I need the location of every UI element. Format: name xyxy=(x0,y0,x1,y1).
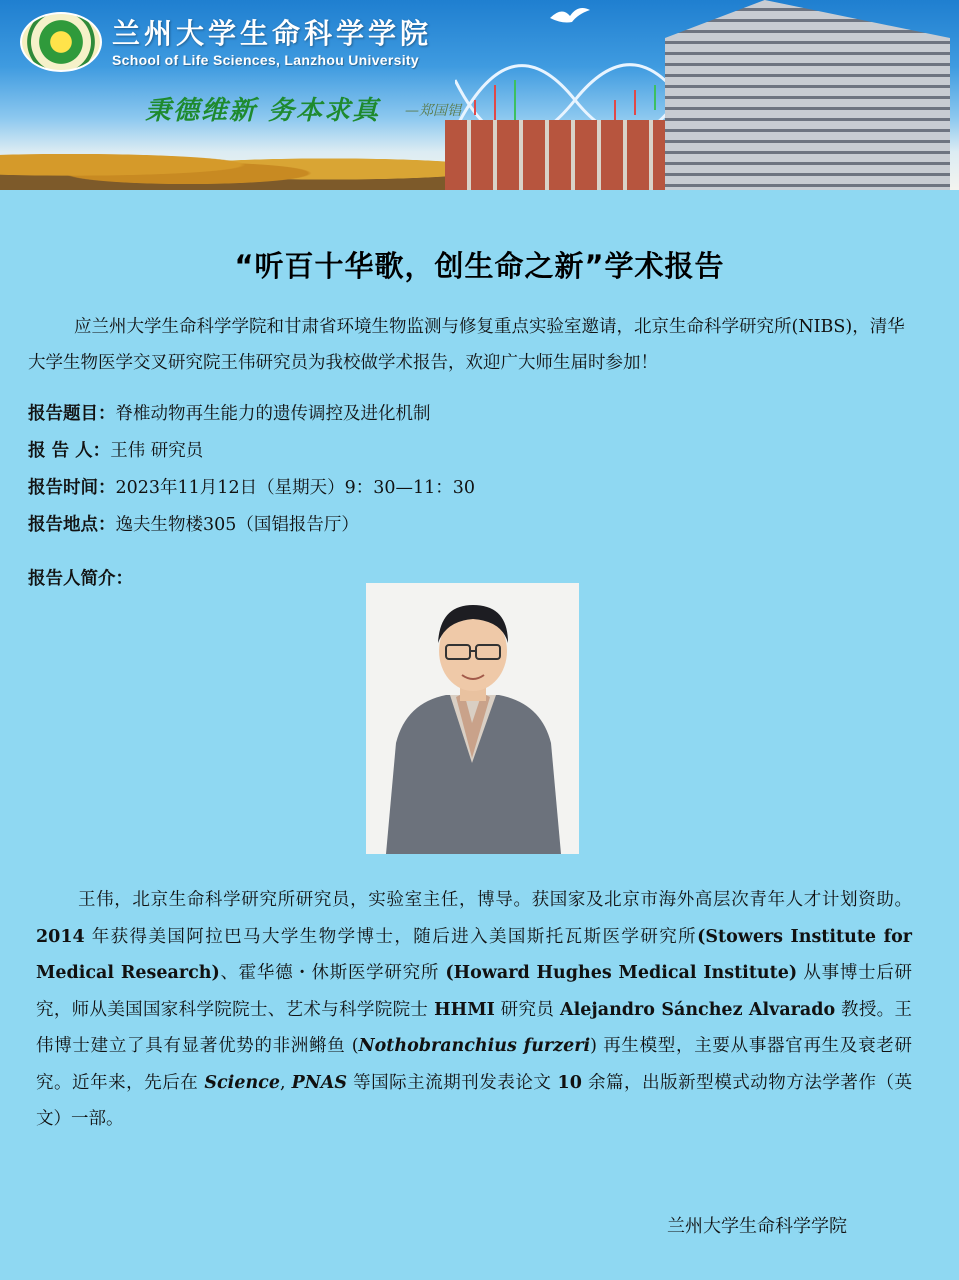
motto-signature: —郑国锠 xyxy=(405,103,461,119)
speaker-label: 报 告 人： xyxy=(28,441,111,461)
info-bio-heading xyxy=(28,565,133,590)
bio-text-bold: 2014 xyxy=(36,926,85,947)
time-value: 2023年11月12日（星期天）9：30—11：30 xyxy=(115,478,476,498)
bio-label: 报告人简介： xyxy=(28,569,133,589)
signature: 兰州大学生命科学学院 xyxy=(667,1216,847,1237)
place-label: 报告地点： xyxy=(28,515,116,535)
bio-text: ) 再生模型，主要从事器官再生及衰老研究。近年来，先后在 xyxy=(36,1036,912,1093)
place-value: 逸夫生物楼305（国锠报告厅） xyxy=(115,515,359,535)
page-title: “听百十华歌，创生命之新”学术报告 xyxy=(234,249,725,283)
speaker-value: 王伟 研究员 xyxy=(110,441,204,461)
intro-paragraph: 应兰州大学生命科学学院和甘肃省环境生物监测与修复重点实验室邀请，北京生命科学研究所(NIBS)，清华大学生物医学交叉研究院王伟研究员为我校做学术报告，欢迎广大师生届时参加！ xyxy=(28,317,905,373)
bio-text: 年获得美国阿拉巴马大学生物学博士，随后进入美国斯托瓦斯医学研究所 xyxy=(84,926,698,947)
time-label: 报告时间： xyxy=(28,478,116,498)
autumn-trees-graphic xyxy=(0,148,470,190)
bio-text: 教授。王伟博士建立了具有显著优势的非洲鳉鱼 ( xyxy=(36,999,913,1056)
bio-text-bold: HHMI xyxy=(434,999,495,1020)
bio-text: 从事博士后研究，师从美国国家科学院院士、艺术与科学院院士 xyxy=(36,963,912,1020)
bio-paragraph xyxy=(36,882,912,1138)
bio-text-italic: Nothobranchius furzeri xyxy=(358,1036,591,1056)
school-motto: 秉德维新 务本求真 xyxy=(145,96,381,126)
dove-icon xyxy=(548,4,592,26)
bio-text: , xyxy=(279,1072,292,1093)
bio-text: 等国际主流期刊发表论文 xyxy=(347,1072,558,1093)
school-name-en: School of Life Sciences, Lanzhou University xyxy=(112,52,419,68)
bio-text: 、霍华德・休斯医学研究所 xyxy=(219,963,446,983)
campus-building-tower xyxy=(665,0,950,190)
info-time xyxy=(28,474,475,499)
topic-label: 报告题目： xyxy=(28,404,116,424)
bio-text: 余篇，出版新型模式动物方法学著作（英文）一部。 xyxy=(36,1072,913,1129)
bio-text-bold: (Howard Hughes Medical Institute) xyxy=(445,963,798,983)
topic-value: 脊椎动物再生能力的遗传调控及进化机制 xyxy=(115,404,431,424)
bio-text: 研究员 xyxy=(494,999,561,1020)
info-topic xyxy=(28,400,431,425)
bio-text-bold: Alejandro Sánchez Alvarado xyxy=(560,999,836,1020)
info-place xyxy=(28,511,359,536)
bio-text-italic: PNAS xyxy=(291,1072,347,1093)
info-speaker xyxy=(28,437,203,462)
header-banner xyxy=(0,0,959,190)
bio-text-italic: Science xyxy=(204,1072,280,1093)
bio-text: 王伟，北京生命科学研究所研究员，实验室主任，博导。获国家及北京市海外高层次青年人才计划资助。 xyxy=(78,890,912,910)
speaker-portrait-graphic xyxy=(366,583,579,854)
bio-text-bold: 10 xyxy=(557,1072,582,1093)
speaker-photo xyxy=(366,583,579,854)
bio-text-bold: (Stowers Institute for Medical Research) xyxy=(36,926,912,983)
school-name-cn: 兰州大学生命科学学院 xyxy=(112,17,433,50)
university-logo xyxy=(20,12,102,72)
